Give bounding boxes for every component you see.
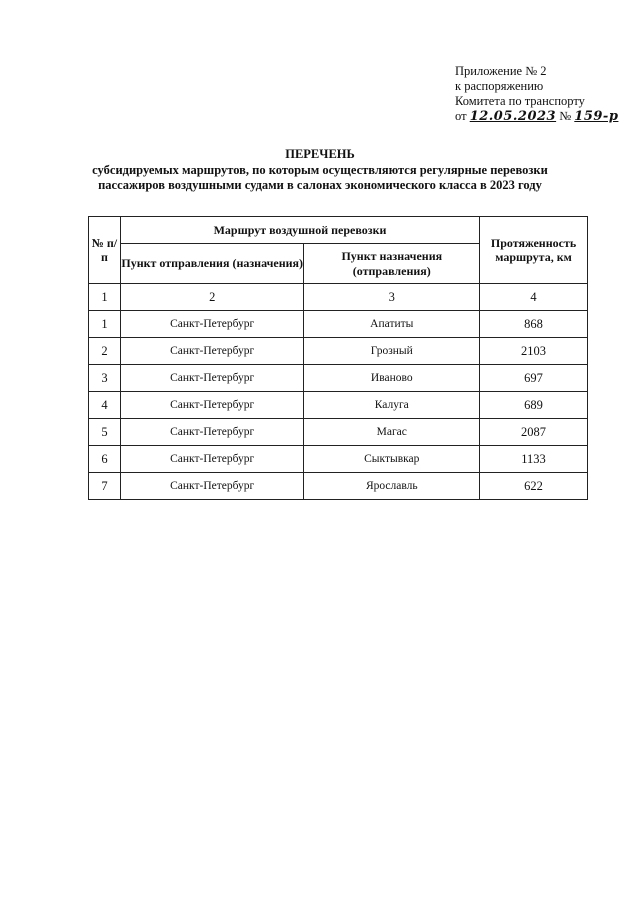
row-departure: Санкт-Петербург bbox=[120, 338, 304, 365]
row-number: 1 bbox=[89, 311, 121, 338]
row-number: 6 bbox=[89, 446, 121, 473]
row-number: 5 bbox=[89, 419, 121, 446]
row-destination: Магас bbox=[304, 419, 480, 446]
row-departure: Санкт-Петербург bbox=[120, 473, 304, 500]
appendix-date: 12.05.2023 bbox=[469, 109, 557, 124]
table-row bbox=[89, 392, 588, 419]
table-row bbox=[89, 365, 588, 392]
table-row bbox=[89, 446, 588, 473]
table-row bbox=[89, 473, 588, 500]
appendix-number: 159-р bbox=[574, 109, 619, 124]
appendix-block bbox=[455, 64, 635, 124]
row-destination: Грозный bbox=[304, 338, 480, 365]
row-length: 1133 bbox=[480, 446, 588, 473]
header-route: Маршрут воздушной перевозки bbox=[120, 217, 479, 244]
row-length: 2087 bbox=[480, 419, 588, 446]
row-departure: Санкт-Петербург bbox=[120, 311, 304, 338]
row-destination: Сыктывкар bbox=[304, 446, 480, 473]
document-title: ПЕРЕЧЕНЬ bbox=[285, 147, 355, 161]
row-departure: Санкт-Петербург bbox=[120, 392, 304, 419]
row-destination: Ярославль bbox=[304, 473, 480, 500]
header-num: № п/п bbox=[89, 217, 121, 284]
row-length: 868 bbox=[480, 311, 588, 338]
row-length: 622 bbox=[480, 473, 588, 500]
row-destination: Иваново bbox=[304, 365, 480, 392]
row-destination: Апатиты bbox=[304, 311, 480, 338]
header-destination: Пункт назначения (отправления) bbox=[304, 244, 480, 284]
column-number: 4 bbox=[480, 284, 588, 311]
row-number: 7 bbox=[89, 473, 121, 500]
row-departure: Санкт-Петербург bbox=[120, 419, 304, 446]
appendix-line-3: Комитета по транспорту bbox=[455, 94, 585, 108]
appendix-line-2: к распоряжению bbox=[455, 79, 544, 93]
row-number: 4 bbox=[89, 392, 121, 419]
table-row bbox=[89, 311, 588, 338]
row-departure: Санкт-Петербург bbox=[120, 446, 304, 473]
column-number: 1 bbox=[89, 284, 121, 311]
column-number: 2 bbox=[120, 284, 304, 311]
table-row bbox=[89, 338, 588, 365]
document-subtitle-line-1: субсидируемых маршрутов, по которым осуществляются регулярные перевозки bbox=[92, 163, 548, 177]
header-departure: Пункт отправления (назначения) bbox=[120, 244, 304, 284]
row-number: 2 bbox=[89, 338, 121, 365]
routes-table bbox=[88, 216, 588, 500]
row-departure: Санкт-Петербург bbox=[120, 365, 304, 392]
appendix-line-4 bbox=[455, 109, 635, 124]
column-number: 3 bbox=[304, 284, 480, 311]
row-length: 697 bbox=[480, 365, 588, 392]
header-length: Протяженность маршрута, км bbox=[480, 217, 588, 284]
appendix-from-label: от bbox=[455, 109, 467, 123]
row-number: 3 bbox=[89, 365, 121, 392]
appendix-number-sign: № bbox=[559, 109, 572, 123]
appendix-line-1: Приложение № 2 bbox=[455, 64, 547, 78]
column-numbers-row bbox=[89, 284, 588, 311]
row-destination: Калуга bbox=[304, 392, 480, 419]
table-header-row bbox=[89, 217, 588, 244]
document-subtitle-line-2: пассажиров воздушными судами в салонах экономического класса в 2023 году bbox=[98, 178, 542, 192]
row-length: 2103 bbox=[480, 338, 588, 365]
row-length: 689 bbox=[480, 392, 588, 419]
table-row bbox=[89, 419, 588, 446]
